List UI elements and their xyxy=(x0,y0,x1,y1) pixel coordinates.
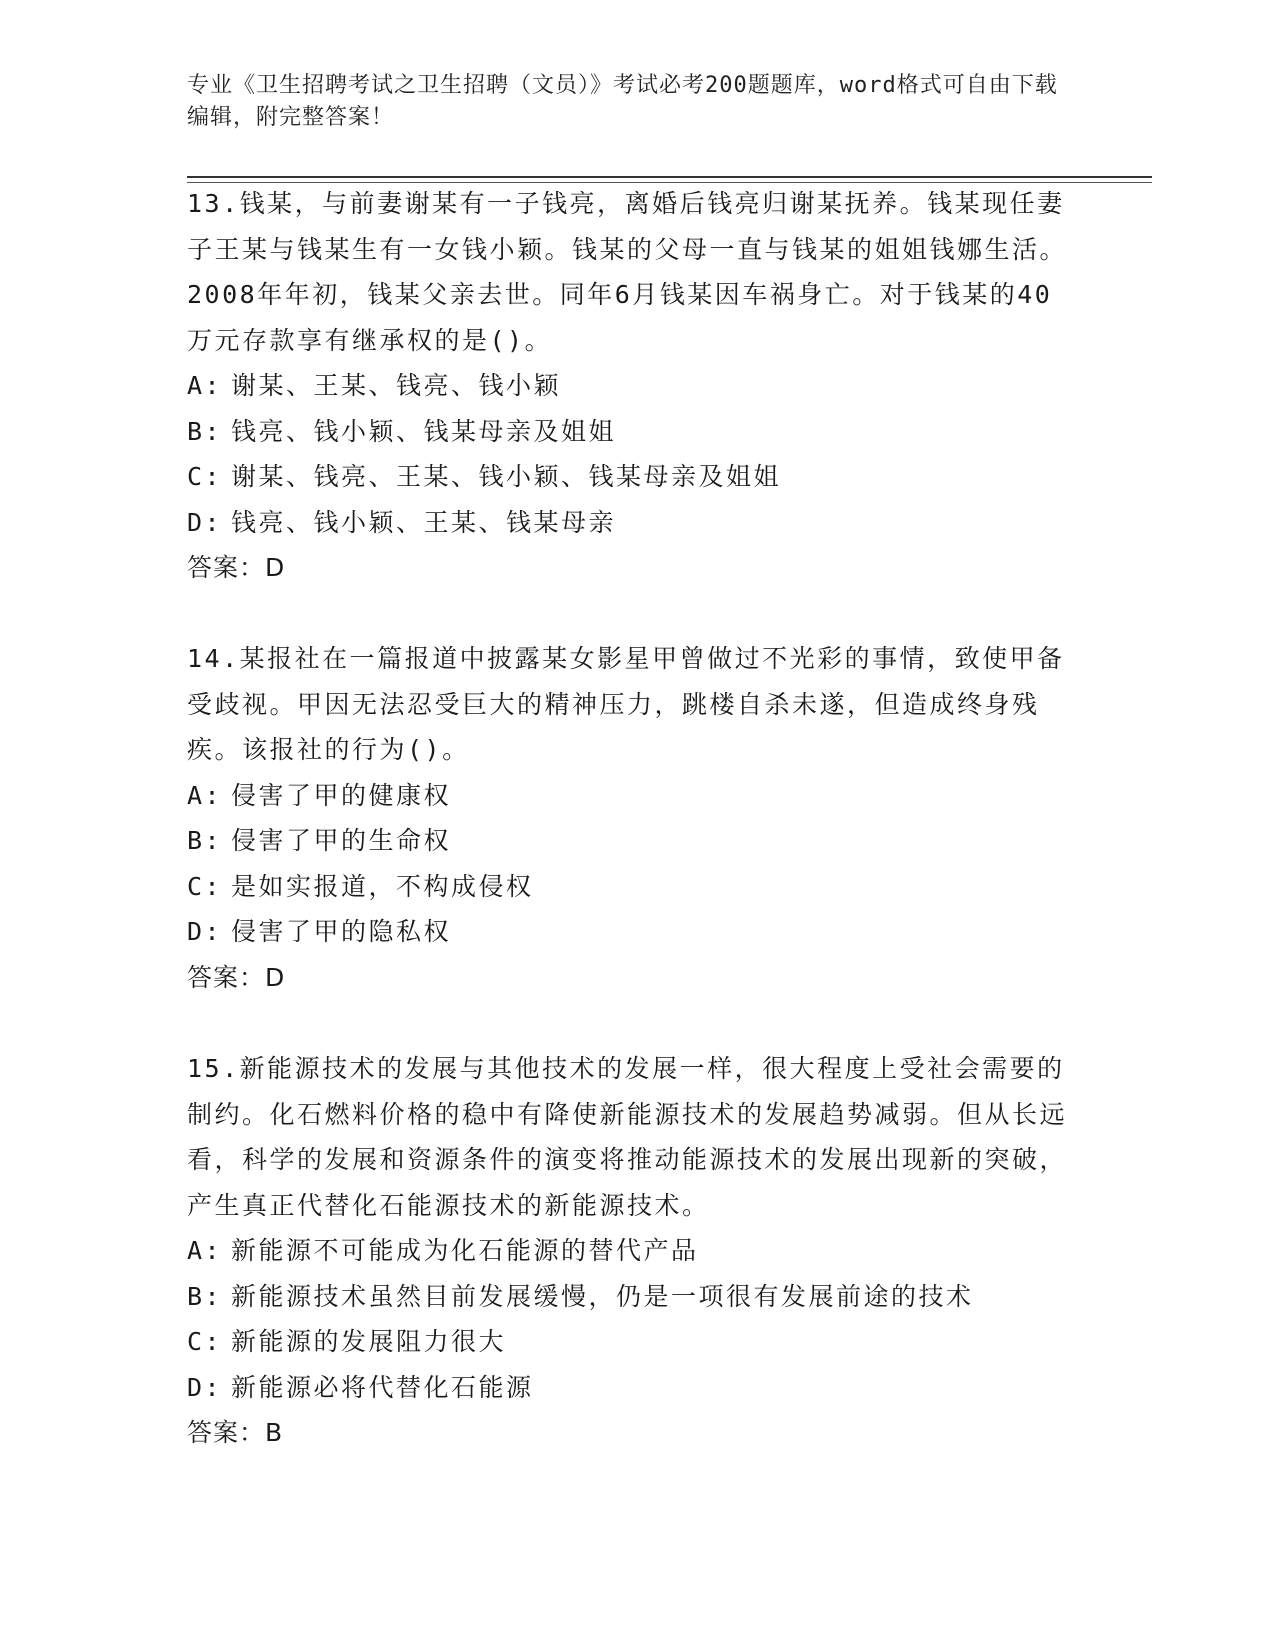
option-text: 侵害了甲的健康权 xyxy=(231,780,452,810)
question-14 xyxy=(187,636,1077,1000)
option-d xyxy=(187,500,1077,546)
option-d xyxy=(187,1365,1077,1411)
question-13 xyxy=(187,181,1077,591)
question-text: 13.钱某，与前妻谢某有一子钱亮，离婚后钱亮归谢某抚养。钱某现任妻子王某与钱某生有一女钱小颖。钱某的父母一直与钱某的姐姐钱娜生活。2008年年初，钱某父亲去世。同年6月钱某因车祸身亡。对于钱某的40万元存款享有继承权的是()。 xyxy=(187,189,1068,355)
option-b xyxy=(187,818,1077,864)
option-letter: A: xyxy=(187,1236,223,1265)
option-c xyxy=(187,864,1077,910)
option-a xyxy=(187,363,1077,409)
option-letter: A: xyxy=(187,780,223,810)
option-a xyxy=(187,1228,1077,1274)
option-d xyxy=(187,909,1077,955)
option-c xyxy=(187,454,1077,500)
option-text: 新能源的发展阻力很大 xyxy=(231,1327,507,1356)
answer-label: 答案：D xyxy=(187,553,286,582)
question-15 xyxy=(187,1046,1077,1456)
option-letter: C: xyxy=(187,871,223,901)
option-b xyxy=(187,409,1077,455)
option-text: 谢某、王某、钱亮、钱小颖 xyxy=(231,371,562,400)
option-letter: C: xyxy=(187,1327,223,1356)
option-text: 是如实报道，不构成侵权 xyxy=(231,871,534,901)
option-c xyxy=(187,1319,1077,1365)
option-letter: D: xyxy=(187,507,223,537)
option-text: 侵害了甲的隐私权 xyxy=(231,917,452,946)
option-text: 谢某、钱亮、王某、钱小颖、钱某母亲及姐姐 xyxy=(231,462,782,491)
answer-label: 答案：B xyxy=(187,1418,284,1447)
option-letter: B: xyxy=(187,1281,223,1311)
option-letter: D: xyxy=(187,917,223,946)
option-letter: A: xyxy=(187,371,223,400)
header-divider-thick xyxy=(187,176,1152,178)
option-letter: C: xyxy=(187,462,223,491)
option-a xyxy=(187,773,1077,819)
option-text: 新能源必将代替化石能源 xyxy=(231,1372,534,1402)
question-text: 14.某报社在一篇报道中披露某女影星甲曾做过不光彩的事情，致使甲备受歧视。甲因无法忍受巨大的精神压力，跳楼自杀未遂，但造成终身残疾。该报社的行为()。 xyxy=(187,644,1065,764)
option-text: 钱亮、钱小颖、王某、钱某母亲 xyxy=(231,507,617,537)
option-text: 新能源不可能成为化石能源的替代产品 xyxy=(231,1236,699,1265)
document-header: 专业《卫生招聘考试之卫生招聘（文员）》考试必考200题题库，word格式可自由下载编辑，附完整答案！ xyxy=(187,73,1058,130)
option-text: 钱亮、钱小颖、钱某母亲及姐姐 xyxy=(231,416,617,446)
option-letter: B: xyxy=(187,416,223,446)
question-text: 15.新能源技术的发展与其他技术的发展一样，很大程度上受社会需要的制约。化石燃料价格的稳中有降使新能源技术的发展趋势减弱。但从长远看，科学的发展和资源条件的演变将推动能源技术的发展出现新的突破，产生真正代替化石能源技术的新能源技术。 xyxy=(187,1054,1068,1220)
option-b xyxy=(187,1274,1077,1320)
option-text: 侵害了甲的生命权 xyxy=(231,826,452,855)
option-letter: D: xyxy=(187,1372,223,1402)
option-text: 新能源技术虽然目前发展缓慢，仍是一项很有发展前途的技术 xyxy=(231,1281,974,1311)
option-letter: B: xyxy=(187,826,223,855)
answer-label: 答案：D xyxy=(187,962,286,992)
